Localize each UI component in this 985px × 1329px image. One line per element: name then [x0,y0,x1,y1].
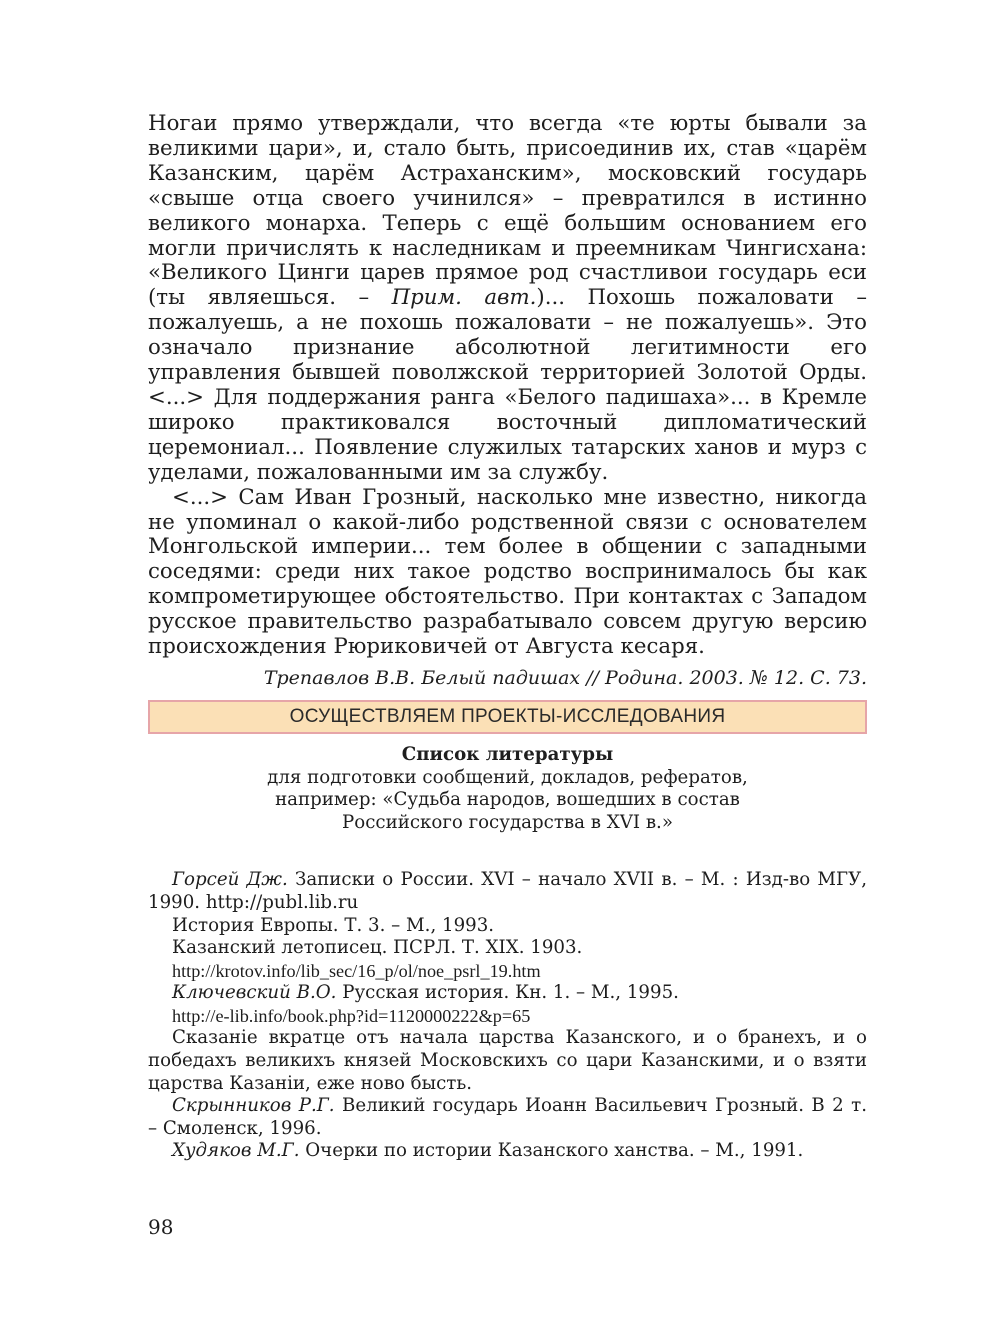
bibliography-subtitle-2: например: «Судьба народов, вошедших в состав [275,789,740,811]
author-note: Прим. авт. [391,285,537,311]
quote-paragraph-1: Ногаи прямо утверждали, что всегда «те юрты бывали за великими цари», и, стало быть, присоединив их, став «царём Казанским, царём Астраханским», московский государь «свыше отца своего учинился» – превратился в истинно великого монарха. Теперь с ещё большим основанием его могли причислять к наследникам и преемникам Чингисхана: «Великого Цинги царев прямое род счастливои государь еси (ты являешься. – Прим. авт.)... Похошь пожаловати – пожалуешь, а не похошь пожаловати – не пожалуешь». Это означало признание абсолютной легитимности его управления бывшей поволжской территорией Золотой Орды. <...> Для поддержания ранга «Белого падишаха»... в Кремле широко практиковался восточный дипломатический церемониал... Появление служилых татарских ханов и мурз с уделами, пожалованными им за службу. [148,111,867,485]
quote-block [148,112,867,660]
citation: Трепавлов В.В. Белый падишах // Родина. 2003. № 12. С. 73. [263,666,867,689]
quote-paragraph-2: <...> Сам Иван Грозный, насколько мне известно, никогда не упоминал о какой-либо родственной связи с основателем Монгольской империи... тем более в общении с западными соседями: среди них такое родство воспринималось бы как компрометирующее обстоятельство. При контактах с Западом русское правительство разрабатывало совсем другую версию происхождения Рюриковичей от Августа кесаря. [148,484,867,660]
section-banner: ОСУЩЕСТВЛЯЕМ ПРОЕКТЫ-ИССЛЕДОВАНИЯ [148,700,867,734]
bibliography-list [148,869,867,1163]
bibliography-entry: Сказанiе вкратце отъ начала царства Казанского, и о бранехъ, и о победахъ великихъ князей Московскихъ со цари Казанскими, и о взяти царства Казанiи, еже ново бысть. [148,1027,867,1094]
bibliography-subtitle-1: для подготовки сообщений, докладов, рефератов, [267,766,748,788]
bibliography-entry: Худяков М.Г. Очерки по истории Казанского ханства. – М., 1991. [172,1140,804,1162]
bibliography-entry: Казанский летописец. ПСРЛ. Т. XIX. 1903. [172,937,583,959]
bibliography-link[interactable]: http://e-lib.info/book.php?id=1120000222&p=65 [172,1005,531,1026]
bibliography-subtitle-3: Российского государства в XVI в.» [342,811,673,833]
page-content [148,112,867,1163]
bibliography-heading [148,744,867,834]
bibliography-entry: Ключевский В.О. Русская история. Кн. 1. – М., 1995. [172,982,679,1004]
bibliography-link[interactable]: http://krotov.info/lib_sec/16_p/ol/noe_psrl_19.htm [172,960,541,981]
page-number: 98 [148,1215,174,1239]
bibliography-entry: Скрынников Р.Г. Великий государь Иоанн Васильевич Грозный. В 2 т. – Смоленск, 1996. [148,1095,867,1139]
bibliography-entry: Горсей Дж. Записки о России. XVI – начало XVII в. – М. : Изд-во МГУ, 1990. http://publ.lib.ru [148,869,867,913]
bibliography-title: Список литературы [401,743,614,765]
bibliography-entry: История Европы. Т. 3. – М., 1993. [172,914,495,936]
